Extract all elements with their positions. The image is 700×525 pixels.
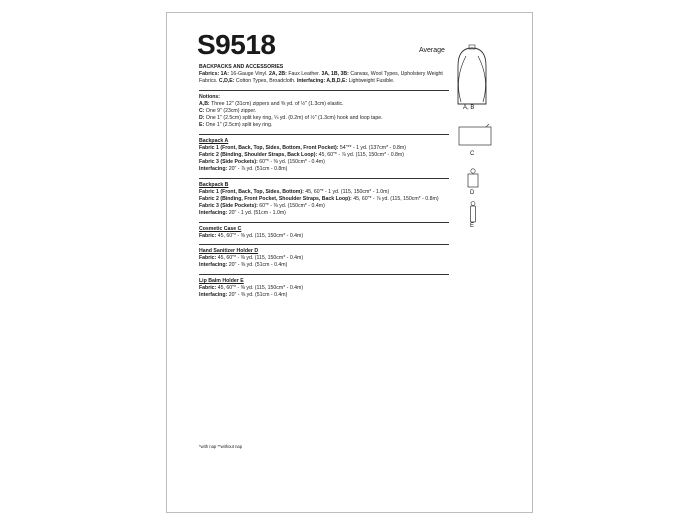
case-outline: [459, 127, 491, 145]
fabric-type: Canvas, Wool Types, Upholstery Weight Fabrics.: [199, 71, 443, 85]
yardage-value: 45, 60"* - ⅞ yd. (115, 150cm* - 0.8m): [317, 152, 404, 159]
yardage-value: 20" - ⅞ yd. (51cm - 0.8m): [227, 166, 288, 173]
fabric-view-key: 2A, 2B:: [269, 71, 287, 78]
lipbalm-outline: [471, 206, 476, 222]
notion-view-key: D:: [199, 115, 205, 122]
lipbalm-holder-diagram: [469, 201, 477, 223]
yardage-row: [199, 189, 449, 196]
yardage-row: [199, 255, 449, 262]
view-section: [199, 138, 449, 174]
yardage-value: 20" - ⅜ yd. (51cm - 0.4m): [227, 292, 288, 299]
yardage-row: [199, 210, 449, 217]
yardage-key: Fabric:: [199, 255, 217, 262]
yardage-key: Fabric:: [199, 284, 217, 291]
yardage-value: 45, 60"* - 1 yd. (115, 150cm* - 1.0m): [303, 188, 390, 195]
divider: [199, 274, 449, 275]
case-zipper-pull: [486, 124, 489, 127]
fabric-requirements: [199, 64, 449, 299]
sanitizer-label: D: [470, 190, 475, 196]
notion-view-key: E:: [199, 122, 205, 129]
notions-title: [199, 94, 449, 101]
section-title: Hand Sanitizer Holder D: [199, 248, 259, 255]
fabrics-paragraph: [199, 71, 449, 85]
divider: [199, 222, 449, 223]
yardage-key: Interfacing:: [199, 210, 228, 217]
yardage-row: [199, 196, 449, 203]
divider: [199, 178, 449, 179]
fabric-view-key: 1A:: [220, 71, 229, 78]
sanitizer-outline: [468, 174, 478, 187]
fabric-type: Lightweight Fusible.: [347, 78, 395, 85]
notion-item: [199, 101, 449, 108]
fabric-view-key: Interfacing: A,B,D,E:: [296, 78, 348, 85]
view-section: [199, 278, 449, 300]
section-title: Cosmetic Case C: [199, 225, 242, 232]
yardage-key: Fabric 2 (Binding, Front Pocket, Shoulder Straps, Back Loop):: [199, 196, 352, 203]
fabric-view-key: 3A, 1B, 3B:: [321, 71, 349, 78]
yardage-key: Interfacing:: [199, 166, 228, 173]
divider: [199, 134, 449, 135]
sanitizer-holder-diagram: [467, 168, 479, 188]
yardage-row: [199, 159, 449, 166]
section-title: Backpack A: [199, 137, 229, 144]
notions-section: [199, 94, 449, 130]
divider: [199, 244, 449, 245]
yardage-key: Fabric 3 (Side Pockets):: [199, 159, 258, 166]
yardage-value: 45, 60"* - ⅜ yd. (115, 150cm* - 0.4m): [216, 284, 304, 291]
pattern-number: S9518: [197, 29, 276, 60]
yardage-value: 60"* - ⅜ yd. (150cm* - 0.4m): [257, 203, 325, 210]
yardage-value: 20" - 1 yd. (51cm - 1.0m): [227, 210, 286, 217]
yardage-key: Interfacing:: [199, 262, 228, 269]
yardage-row: [199, 285, 449, 292]
case-label: C: [470, 151, 475, 157]
fabric-type: Faux Leather.: [286, 71, 322, 78]
yardage-row: [199, 152, 449, 159]
view-section: [199, 226, 449, 240]
backpack-strap: [478, 56, 486, 102]
yardage-value: 54"** - 1 yd. (137cm* - 0.8m): [338, 144, 406, 151]
view-section: [199, 182, 449, 218]
yardage-key: Fabric:: [199, 232, 217, 239]
yardage-value: 60"* - ⅜ yd. (150cm* - 0.4m): [257, 159, 325, 166]
yardage-row: [199, 145, 449, 152]
view-section: [199, 248, 449, 270]
backpack-diagram: [452, 44, 492, 114]
yardage-key: Fabric 2 (Binding, Shoulder Straps, Back Loop):: [199, 152, 318, 159]
yardage-value: 45, 60"* - ⅜ yd. (115, 150cm* - 0.4m): [216, 232, 304, 239]
notion-item: [199, 115, 449, 122]
notion-text: One 9" (23cm) zipper.: [204, 108, 257, 115]
cosmetic-case-diagram: [458, 126, 492, 146]
skill-level: Average: [419, 47, 445, 54]
notion-text: Three 12" (31cm) zippers and ⅜ yd. of ½" (1.3cm) elastic.: [209, 100, 344, 107]
backpack-strap: [458, 56, 466, 102]
yardage-value: 45, 60"* - ⅞ yd. (115, 150cm* - 0.8m): [351, 196, 439, 203]
notion-text: One 1" (2.5cm) split key ring.: [204, 122, 273, 129]
notion-view-key: A,B:: [199, 100, 210, 107]
yardage-row: [199, 233, 449, 240]
fabric-type: Cotton Types, Broadcloth.: [234, 78, 297, 85]
notion-text: One 1" (2.5cm) split key ring, ¼ yd. (0.2m) of ½" (1.3cm) hook and loop tape.: [204, 115, 383, 122]
nap-footnote: *with nap **without nap: [199, 444, 243, 449]
key-ring: [471, 202, 475, 206]
yardage-key: Fabric 1 (Front, Back, Top, Sides, Bottom):: [199, 188, 304, 195]
fabric-view-key: C,D,E:: [218, 78, 235, 85]
backpack-label: A, B: [463, 105, 475, 111]
yardage-row: [199, 292, 449, 299]
yardage-row: [199, 203, 449, 210]
fabric-type: 16-Gauge Vinyl.: [229, 71, 269, 78]
yardage-row: [199, 166, 449, 173]
yardage-key: Fabric 3 (Side Pockets):: [199, 203, 258, 210]
yardage-row: [199, 262, 449, 269]
subtitle: BACKPACKS AND ACCESSORIES: [199, 64, 284, 70]
pattern-back-page: [166, 12, 533, 513]
divider: [199, 90, 449, 91]
notion-view-key: C:: [199, 108, 205, 115]
yardage-key: Interfacing:: [199, 292, 228, 299]
yardage-sections: [199, 138, 449, 300]
notions-title-text: Notions:: [199, 93, 221, 100]
notion-item: [199, 122, 449, 129]
yardage-value: 20" - ⅜ yd. (51cm - 0.4m): [227, 262, 288, 269]
section-title: Lip Balm Holder E: [199, 277, 244, 284]
yardage-key: Fabric 1 (Front, Back, Top, Sides, Bottom, Front Pocket):: [199, 144, 339, 151]
section-title: Backpack B: [199, 181, 229, 188]
yardage-value: 45, 60"* - ⅜ yd. (115, 150cm* - 0.4m): [216, 255, 304, 262]
key-ring: [471, 169, 475, 173]
lipbalm-label: E: [470, 223, 475, 229]
fabrics-label: Fabrics:: [199, 71, 220, 78]
backpack-outline: [458, 48, 486, 104]
